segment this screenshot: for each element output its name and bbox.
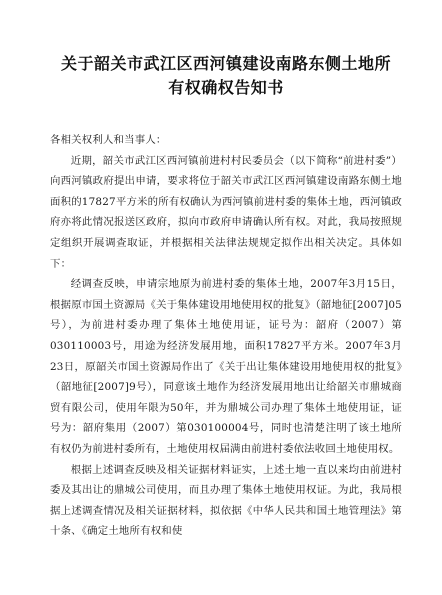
paragraph-2: 经调查反映，申请宗地原为前进村委的集体土地，2007年3月15日，根据原市国土资源局《关于集体建设用地使用权的批复》（韶地征[2007]05号），为前进村委办理了集体土地使用证，证号为：韶府（2007）第030110003号，用途为经济发展用地，面积17827平方米。2007年3月23日，原韶关市国土资源局作出了《关于出让集体建设用地使用权的批复》（韶地征[2007]9号），同意该土地作为经济发展用地出让给韶关市鼎城商贸有限公司，使用年限为50年，并为鼎城公司办理了集体土地使用证，证号为：韶府集用（2007）第030100004号，同时也清楚注明了该土地所有权仍为前进村委所有，土地使用权届满由前进村委依法收回土地使用权。 <box>50 278 402 455</box>
title-line-2: 有权确权告知书 <box>168 78 284 97</box>
salutation: 各相关权利人和当事人： <box>50 134 167 146</box>
paragraph-3: 根据上述调查反映及相关证据材料证实，上述土地一直以来均由前进村委及其出让的鼎城公司使用，而且办理了集体土地使用权证。为此，我局根据上述调查情况及相关证据材料，拟依据《中华人民共和国土地管理法》第十条、《确定土地所有权和使 <box>50 463 402 538</box>
document-title <box>50 52 402 100</box>
title-line-1: 关于韶关市武江区西河镇建设南路东侧土地所 <box>60 54 391 73</box>
paragraph-1: 近期，韶关市武江区西河镇前进村村民委员会（以下简称“前进村委”）向西河镇政府提出申请，要求将位于韶关市武江区西河镇建设南路东侧土地面积的17827平方米的所有权确认为西河镇前进村委的集体土地，西河镇政府亦将此情况报送区政府，拟向市政府申请确认所有权。对此，我局按照规定组织开展调查取证，并根据相关法律法规规定拟作出相关决定。具体如下： <box>50 154 402 270</box>
document-body <box>50 130 402 542</box>
